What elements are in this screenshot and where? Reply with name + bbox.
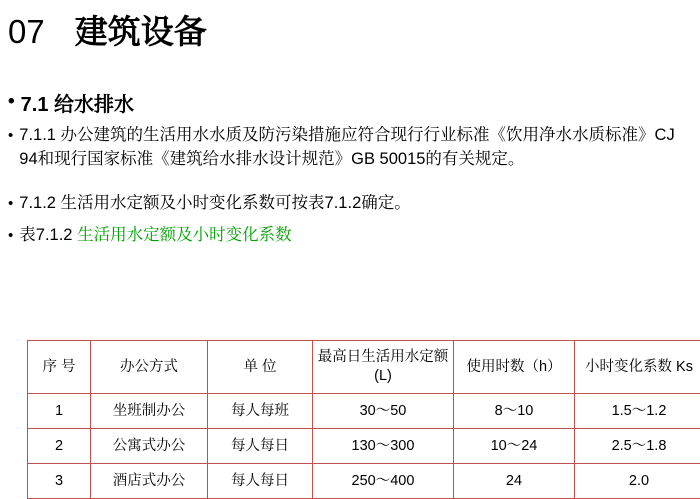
table-cell: 1.5～1.2 bbox=[575, 394, 700, 429]
paragraph-711 bbox=[8, 123, 696, 171]
table-cell: 每人每班 bbox=[208, 394, 313, 429]
table-header-cell: 序 号 bbox=[28, 341, 91, 394]
table-cell: 10～24 bbox=[454, 429, 575, 464]
table-cell: 酒店式办公 bbox=[91, 464, 208, 499]
table-header-cell: 使用时数（h） bbox=[454, 341, 575, 394]
table-header-cell: 小时变化系数 Ks bbox=[575, 341, 700, 394]
table-cell: 2 bbox=[28, 429, 91, 464]
title-number: 07 bbox=[8, 13, 45, 51]
paragraph-712 bbox=[8, 191, 696, 215]
table-cell: 3 bbox=[28, 464, 91, 499]
table-header-row bbox=[28, 341, 700, 394]
table-caption bbox=[8, 223, 696, 247]
table-cell: 130～300 bbox=[313, 429, 454, 464]
table-header-cell: 办公方式 bbox=[91, 341, 208, 394]
table-cell: 公寓式办公 bbox=[91, 429, 208, 464]
bullet-icon: • bbox=[8, 128, 13, 143]
paragraph-712-text: 7.1.2 生活用水定额及小时变化系数可按表7.1.2确定。 bbox=[19, 191, 696, 215]
section-heading-label: 7.1 给水排水 bbox=[21, 88, 134, 117]
slide-body bbox=[8, 88, 696, 247]
table-cell: 250～400 bbox=[313, 464, 454, 499]
bullet-icon: • bbox=[8, 92, 15, 111]
table-row bbox=[28, 429, 700, 464]
table-header-cell: 最高日生活用水定额(L) bbox=[313, 341, 454, 394]
title-text: 建筑设备 bbox=[75, 6, 207, 53]
table-cell: 8～10 bbox=[454, 394, 575, 429]
table-cell: 2.5～1.8 bbox=[575, 429, 700, 464]
table-cell: 每人每日 bbox=[208, 429, 313, 464]
table-header-cell: 单 位 bbox=[208, 341, 313, 394]
water-quota-table bbox=[27, 340, 700, 499]
table-cell: 坐班制办公 bbox=[91, 394, 208, 429]
paragraph-711-text: 7.1.1 办公建筑的生活用水水质及防污染措施应符合现行行业标准《饮用净水水质标准》CJ 94和现行国家标准《建筑给水排水设计规范》GB 50015的有关规定。 bbox=[19, 123, 696, 171]
table-row bbox=[28, 394, 700, 429]
table-row bbox=[28, 464, 700, 499]
slide-title bbox=[8, 6, 207, 53]
table-cell: 24 bbox=[454, 464, 575, 499]
bullet-icon: • bbox=[8, 196, 13, 211]
table-caption-title: 生活用水定额及小时变化系数 bbox=[77, 223, 292, 247]
bullet-icon: • bbox=[8, 228, 13, 243]
table-cell: 1 bbox=[28, 394, 91, 429]
table-caption-prefix: 表7.1.2 bbox=[19, 223, 72, 247]
table-cell: 每人每日 bbox=[208, 464, 313, 499]
section-heading bbox=[8, 88, 696, 117]
table-cell: 30～50 bbox=[313, 394, 454, 429]
table-cell: 2.0 bbox=[575, 464, 700, 499]
